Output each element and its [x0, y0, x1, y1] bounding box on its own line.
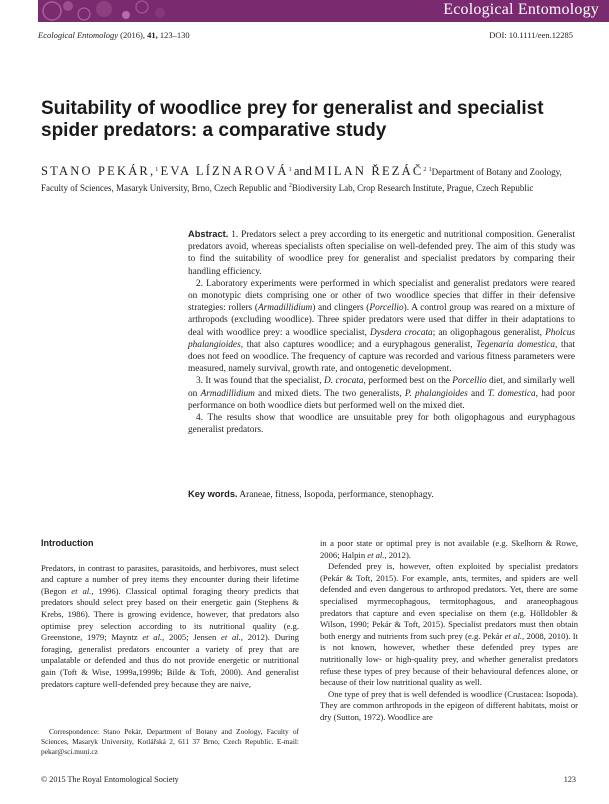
text-run: in a poor state or optimal prey is not available (e.g. Skelhorn & Rowe, 2006; Halpin [320, 538, 578, 560]
abstract-para-1 [188, 228, 575, 278]
banner-journal-name: Ecological Entomology [443, 1, 599, 18]
intro-para-1 [41, 563, 299, 691]
author-1-sup: 1 [155, 167, 159, 173]
article-title: Suitability of woodlice prey for generalist and specialist spider predators: a comparative study [41, 98, 544, 141]
author-2: EVA LÍZNAROVÁ [160, 164, 289, 178]
species-name: Pholcus phalangioides [188, 327, 576, 350]
species-name: T. domestica [487, 388, 536, 399]
abstract-para-3 [188, 375, 575, 412]
author-1: STANO PEKÁR, [41, 164, 156, 178]
text-run: ) and clingers ( [312, 303, 370, 314]
author-block [41, 163, 576, 195]
text-run: Defended prey is, however, often exploited by specialist predators (Pekár & Toft, 2015). For example, ants, termites, and spiders are well defended and even dangerous to arthropod predators. Yet, there are some specialised myrmecophagous, termitophagous, and araneophagous predators that capture and even specialise on them (e.g. Hölldobler & Wilson, 1990; Pekár & Toft, 2015). Specialist predators must then obtain both energy and nutrients from such prey (e.g. Pekár [320, 561, 578, 641]
intro-para-3: One type of prey that is well defended is woodlice (Crustacea: Isopoda). They are common arthropods in the epigeon of different habitats, moist or dry (Sutton, 1972). Woodlice are [320, 688, 578, 722]
body-column-right [320, 538, 578, 724]
keywords [188, 489, 575, 500]
keywords-label: Key words. [188, 489, 238, 499]
text-run: , 2008, 2010). It is not known, however, whether these defended prey types are nutritionally low- or high-quality prey, and whether generalist predators refuse these types of prey because of their behavioural defences alone, or because of their low nutritional quality as well. [320, 630, 578, 688]
copyright: © 2015 The Royal Entomological Society [41, 775, 179, 784]
etal: et al. [367, 549, 385, 560]
intro-para-1-cont [320, 538, 578, 561]
text-run: , that does not feed on woodlice. The frequency of capture was recorded and various fitness parameters were measured, namely survival, growth rate, and ontogenetic development. [188, 339, 576, 375]
species-name: Tegenaria domestica [476, 339, 556, 350]
text-run: and mixed diets. The two generalists, [254, 388, 405, 399]
species-name: Porcellio [369, 303, 404, 314]
species-name: Dysdera crocata [370, 327, 433, 338]
page-number: 123 [563, 775, 576, 784]
doi: DOI: 10.1111/een.12285 [489, 30, 573, 40]
affiliation-2: Biodiversity Lab, Crop Research Institute, Prague, Czech Republic [291, 183, 534, 193]
text-run: , 2012). During foraging, generalist predators encounter a variety of prey that are unpalatable or defended and thus do not provide energetic or nutritional gain (Toft & Wise, 1999a,1999b; Bilde & Toft, 2000). And generalist predators capture well-defended prey because they are naive, [41, 632, 299, 689]
text-run: 2. Laboratory experiments were performed in which specialist and generalist predators were reared on monotypic diets comprising one or other of two woodlice species that differ in their defensive strategies: rollers ( [188, 278, 575, 314]
citation-journal: Ecological Entomology [38, 30, 119, 40]
abstract-para-4: 4. The results show that woodlice are unsuitable prey for both oligophagous and euryphagous generalist predators. [188, 413, 575, 436]
citation-year: (2016), [120, 30, 145, 40]
text-run: and [467, 388, 488, 399]
abstract-para-2 [188, 278, 575, 376]
text-run: , had poor performance on both woodlice diets but performed well on the mixed diet. [188, 388, 576, 411]
text-run: Predators, in contrast to parasites, parasitoids, and herbivores, must select and capture a number of prey items they encounter during their lifetime (Begon [41, 562, 299, 596]
text-run: diet, and similarly well on [188, 376, 575, 399]
abstract-label: Abstract. [188, 229, 229, 239]
intro-para-2 [320, 561, 578, 689]
author-2-sup: 1 [288, 167, 292, 173]
correspondence-footnote: Correspondence: Stano Pekár, Department of Botany and Zoology, Faculty of Sciences, Masaryk University, Kotlářská 2, 611 37 Brno, Czech Republic. E-mail: pekar@sci.muni.cz [41, 727, 299, 756]
author-3-sup: 2 [423, 167, 427, 173]
section-heading-introduction: Introduction [41, 538, 94, 548]
etal: et al. [71, 585, 92, 596]
etal: et al. [142, 632, 163, 643]
author-3: MILAN ŘEZÁČ [314, 164, 424, 178]
etal: et al. [504, 630, 523, 641]
affiliation-1: Department of Botany and Zoology, Faculty of Sciences, Masaryk University, Brno, Czech Republic [41, 167, 562, 193]
species-name: Armadillidium [257, 303, 313, 314]
species-name: Porcellio [452, 376, 487, 387]
affiliation-1-sup: 1 [428, 167, 432, 173]
text-run: , 2005; Jensen [162, 632, 222, 643]
keywords-text: Araneae, fitness, Isopoda, performance, stenophagy. [239, 490, 434, 500]
abstract [188, 228, 575, 436]
species-name: Armadillidium [200, 388, 255, 399]
text-run: , performed best on the [363, 376, 453, 387]
banner-decoration-icon [38, 0, 188, 22]
text-run: ; an oligophagous generalist, [432, 327, 546, 338]
species-name: P. phalangioides [404, 388, 468, 399]
text-run: 3. It was found that the specialist, [196, 376, 324, 387]
affiliation-and: and [273, 183, 287, 193]
text-run: , that also captures woodlice; and a euryphagous generalist, [240, 339, 477, 350]
body-column-left [41, 538, 299, 690]
text-run: , 1996). Classical optimal foraging theory predicts that predators should select prey based on their energetic gain (Stephens & Krebs, 1986). There is growing evidence, however, that predators also optimise prey selection according to its nutritional quality (e.g. Greenstone, 1979; Mayntz [41, 585, 300, 643]
authors-and: and [293, 164, 312, 178]
journal-banner [38, 0, 609, 22]
citation-pages: 123–130 [159, 30, 190, 40]
citation [38, 30, 190, 40]
text-run: , 2012). [384, 549, 411, 560]
text-run: ). A control group was reared on a mixture of arthropods (excluding woodlice). Three spider predators were used that differ in their adaptations to deal with woodlice prey: a woodlice specialist, [188, 303, 575, 338]
citation-volume: 41, [147, 30, 158, 40]
species-name: D. crocata [323, 376, 364, 387]
etal: et al. [221, 632, 241, 643]
affiliation-2-sup: 2 [288, 183, 292, 189]
abstract-para-1-text: 1. Predators select a prey according to its energetic and nutritional composition. Generalist predators avoid, whereas specialists often specialise on well-defended prey. The aim of this study was to find the suitability of woodlice prey for generalist and specialist predators by comparing their handling efficiency. [188, 230, 575, 277]
